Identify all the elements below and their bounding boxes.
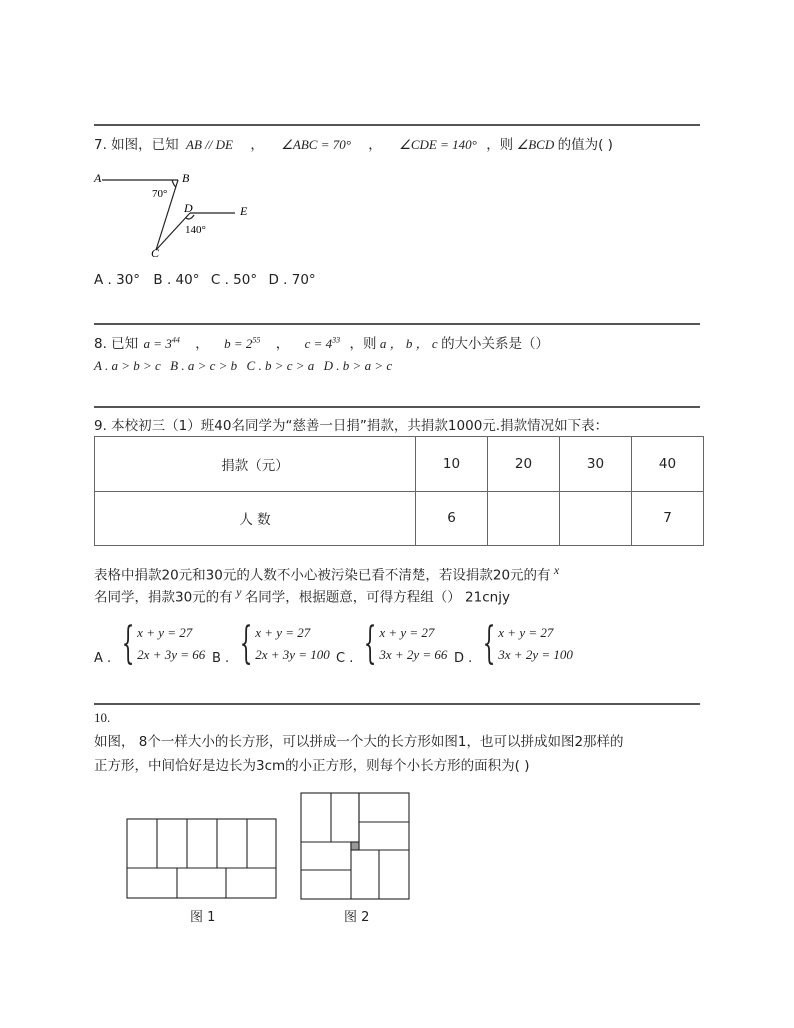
q8-a-base: a = 3 xyxy=(143,336,172,351)
divider-q7 xyxy=(94,124,700,126)
q7-target: ∠BCD xyxy=(516,137,555,152)
center-small-square xyxy=(351,842,359,850)
q7-then: ，则 xyxy=(486,137,514,153)
divider-q10 xyxy=(94,703,700,705)
divider-q9 xyxy=(94,406,700,408)
q8-a xyxy=(144,336,180,351)
table-header-count: 人 数 xyxy=(95,491,416,546)
table-cell: 10 xyxy=(416,437,488,492)
q10-number: 10. xyxy=(94,710,111,725)
q9-intro: 9. 本校初三（1）班40名同学为“慈善一日捐”捐款，共捐款1000元.捐款情况如下表： xyxy=(94,418,609,434)
q8-b-base: b = 2 xyxy=(224,336,253,351)
q7-cond3: ∠CDE = 140° xyxy=(399,137,477,152)
q7-option-b: B . 40° xyxy=(153,272,200,288)
q9-option-b xyxy=(212,620,330,668)
donation-table xyxy=(94,436,704,546)
figure-2 xyxy=(300,792,412,900)
table-cell xyxy=(560,491,632,546)
q7-option-c: C . 50° xyxy=(210,272,258,288)
q8-then: ，则 xyxy=(349,336,377,352)
q8-c-exp: 33 xyxy=(332,335,341,345)
label-d: D xyxy=(184,201,193,215)
table-cell xyxy=(488,491,560,546)
q9-text-line1 xyxy=(94,563,559,584)
q8-b-exp: 55 xyxy=(252,335,261,345)
q7-sep1: ， xyxy=(250,137,264,153)
fig1-caption: 图 1 xyxy=(190,910,216,925)
brace-icon: { xyxy=(239,618,253,669)
equation: x + y = 27 xyxy=(379,625,435,640)
q7-sep2: ， xyxy=(368,137,382,153)
table-cell: 20 xyxy=(488,437,560,492)
q8-stem xyxy=(94,332,549,352)
fig2-caption: 图 2 xyxy=(344,910,370,925)
q7-figure xyxy=(90,165,260,260)
table-header-amount: 捐款（元） xyxy=(95,437,416,492)
q9-option-c-label: C . xyxy=(336,650,354,666)
table-row xyxy=(95,491,704,546)
table-cell: 7 xyxy=(632,491,704,546)
q7-suffix: 的值为( ) xyxy=(557,137,613,153)
q7-stem xyxy=(94,133,613,153)
equation: 3x + 2y = 100 xyxy=(498,647,573,662)
divider-q8 xyxy=(94,323,700,325)
table-row xyxy=(95,437,704,492)
q8-c-base: c = 4 xyxy=(304,336,333,351)
q9-option-a-label: A . xyxy=(94,650,112,666)
q8-b xyxy=(224,336,260,351)
q9-option-c xyxy=(336,620,447,668)
q7-cond1: AB // DE xyxy=(186,137,233,152)
label-c: C xyxy=(151,246,160,260)
angle-label-70: 70° xyxy=(152,188,168,200)
equation: x + y = 27 xyxy=(498,625,554,640)
brace-icon: { xyxy=(482,618,496,669)
q8-vars: a ， b ， c xyxy=(379,336,438,351)
q8-option-b: B . a > c > b xyxy=(170,358,238,373)
q8-prefix: 8. 已知 xyxy=(94,336,139,352)
q9-option-d xyxy=(454,620,573,668)
q8-suffix: 的大小关系是（） xyxy=(441,336,550,352)
q7-cond2: ∠ABC = 70° xyxy=(281,137,351,152)
q8-option-c: C . b > c > a xyxy=(246,358,315,373)
q9-option-b-label: B . xyxy=(212,650,230,666)
q9-option-a-system xyxy=(137,622,205,666)
q8-option-d: D . b > a > c xyxy=(323,358,393,373)
q7-prefix: 7. 如图，已知 xyxy=(94,137,179,153)
q7-options xyxy=(94,272,316,288)
q9-option-c-system xyxy=(379,622,447,666)
equation: 3x + 2y = 66 xyxy=(379,647,448,662)
q8-a-exp: 44 xyxy=(171,335,180,345)
fig1-outer xyxy=(127,819,276,898)
equation: 2x + 3y = 100 xyxy=(255,647,330,662)
q9-option-d-label: D . xyxy=(454,650,473,666)
q8-c xyxy=(305,336,341,351)
brace-icon: { xyxy=(364,618,377,669)
q9-option-a xyxy=(94,620,205,668)
q9-option-b-system xyxy=(255,622,330,666)
q8-sep2: ， xyxy=(275,336,290,352)
q9-option-d-system xyxy=(498,622,573,666)
angle-arc-b xyxy=(172,180,176,187)
figure-1 xyxy=(126,818,278,900)
brace-icon: { xyxy=(121,618,135,669)
q9-text-line1-body: 表格中捐款20元和30元的人数不小心被污染已看不清楚，若设捐款20元的有 xyxy=(94,567,551,584)
table-cell: 6 xyxy=(416,491,488,546)
label-a: A xyxy=(94,171,102,185)
q10-line1: 如图， 8个一样大小的长方形，可以拼成一个大的长方形如图1，也可以拼成如图2那样的 xyxy=(94,734,624,750)
q8-options xyxy=(94,358,392,374)
equation: x + y = 27 xyxy=(255,625,311,640)
q9-text-line2a: 名同学，捐款30元的有 xyxy=(94,589,233,606)
q7-option-d: D . 70° xyxy=(268,272,316,288)
label-b: B xyxy=(182,171,190,185)
q9-text-line2b: 名同学，根据题意，可得方程组（） 21cnjy xyxy=(244,589,510,606)
q7-option-a: A . 30° xyxy=(94,272,141,288)
angle-label-140: 140° xyxy=(185,224,206,236)
q9-text-line2 xyxy=(94,585,510,606)
q9-var-x: x xyxy=(553,563,560,577)
label-e: E xyxy=(240,204,248,218)
q10-line2: 正方形，中间恰好是边长为3cm的小正方形，则每个小长方形的面积为( ) xyxy=(94,758,530,774)
q9-var-y: y xyxy=(236,585,242,599)
table-cell: 40 xyxy=(632,437,704,492)
q8-option-a: A . a > b > c xyxy=(94,358,161,373)
q8-sep1: ， xyxy=(195,336,209,352)
equation: 2x + 3y = 66 xyxy=(137,647,206,662)
table-cell: 30 xyxy=(560,437,632,492)
equation: x + y = 27 xyxy=(137,625,193,640)
